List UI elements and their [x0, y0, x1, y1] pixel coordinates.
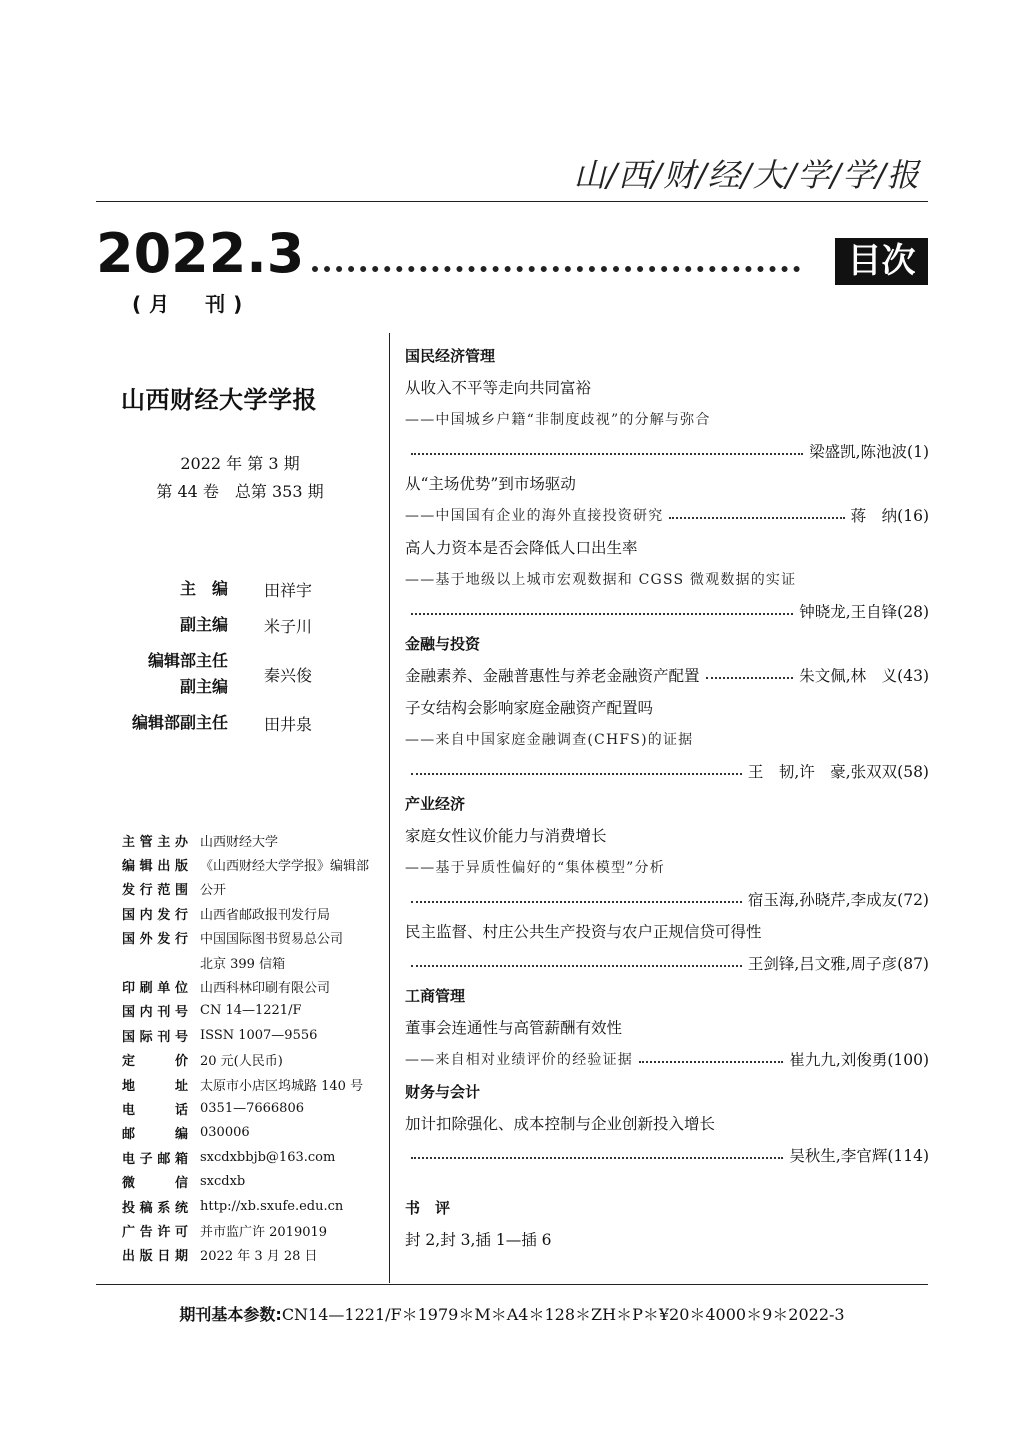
book-review-pages: 封 2,封 3,插 1—插 6	[405, 1231, 552, 1249]
article-byline	[405, 660, 929, 692]
article-subtitle: ——来自中国家庭金融调查(CHFS)的证据	[405, 732, 694, 748]
article-byline	[405, 1140, 929, 1172]
info-label: 印刷单位	[122, 981, 188, 997]
issue-info	[140, 450, 340, 506]
dot-leader	[411, 1157, 783, 1159]
journal-parameters	[0, 1302, 1024, 1325]
info-value: 并市监广许 2019019	[200, 1224, 328, 1240]
info-row	[122, 1072, 387, 1096]
article-authors: 钟晓龙,王自锋(28)	[799, 603, 929, 621]
editor-name: 米子川	[264, 616, 313, 636]
info-label: 国内刊号	[122, 1005, 188, 1021]
editor-name: 田井泉	[264, 714, 313, 734]
section-title: 书 评	[405, 1199, 451, 1217]
article-byline	[405, 500, 929, 532]
info-value: 030006	[200, 1125, 250, 1141]
info-row	[122, 1121, 387, 1145]
editor-name: 田祥宇	[264, 580, 313, 600]
info-label: 电子邮箱	[122, 1151, 188, 1167]
bottom-rule	[96, 1284, 928, 1285]
info-label: 定价	[122, 1054, 188, 1070]
info-label: 发行范围	[122, 883, 188, 899]
article-authors: 王 韧,许 豪,张双双(58)	[747, 763, 929, 781]
info-label: 国际刊号	[122, 1029, 188, 1045]
info-value: 山西科林印刷有限公司	[200, 981, 331, 997]
params-label: 期刊基本参数:	[179, 1305, 282, 1324]
issue-line: 2022 年 第 3 期	[180, 454, 300, 473]
dot-leader	[411, 901, 742, 903]
info-value: 山西财经大学	[200, 834, 279, 850]
article-title[interactable]: 高人力资本是否会降低人口出生率	[405, 539, 638, 557]
info-value: ISSN 1007—9556	[200, 1027, 318, 1043]
editors-list	[110, 576, 380, 746]
editor-role: 编辑部主任 副主编	[147, 651, 228, 696]
info-value: 《山西财经大学学报》编辑部	[200, 859, 370, 875]
article-title[interactable]: 子女结构会影响家庭金融资产配置吗	[405, 699, 654, 717]
header-dotted-leader	[312, 266, 800, 272]
article-title[interactable]: 从收入不平等走向共同富裕	[405, 379, 592, 397]
publication-info	[122, 828, 387, 1267]
section-title: 金融与投资	[405, 635, 481, 653]
frequency: (月 刊)	[132, 292, 251, 316]
info-row	[122, 1169, 387, 1193]
info-label: 主管主办	[122, 834, 188, 850]
section-title: 财务与会计	[405, 1083, 481, 1101]
dot-leader	[706, 677, 794, 679]
section-title: 工商管理	[405, 987, 466, 1005]
article-byline	[405, 596, 929, 628]
params-value: CN14—1221/F＊1979＊M＊A4＊128＊ZH＊P＊¥20＊4000＊9＊2022-3	[281, 1305, 845, 1324]
dot-leader	[411, 773, 742, 775]
info-value: sxcdxb	[200, 1174, 246, 1190]
article-byline	[405, 756, 929, 788]
info-label: 微信	[122, 1176, 188, 1192]
info-row	[122, 901, 387, 925]
info-value: http://xb.sxufe.edu.cn	[200, 1198, 344, 1214]
info-row	[122, 1096, 387, 1120]
column-divider	[389, 333, 390, 1283]
info-row	[122, 974, 387, 998]
editor-role: 主 编	[179, 579, 228, 598]
info-row	[122, 1048, 387, 1072]
section-gap	[405, 1172, 929, 1192]
editor-role: 编辑部副主任	[131, 713, 228, 732]
info-label: 电话	[122, 1102, 188, 1118]
info-row	[122, 999, 387, 1023]
info-value: 20 元(人民币)	[200, 1054, 283, 1070]
article-title[interactable]: 加计扣除强化、成本控制与企业创新投入增长	[405, 1115, 716, 1133]
info-row	[122, 926, 387, 950]
info-row	[122, 828, 387, 852]
article-title[interactable]: 从“主场优势”到市场驱动	[405, 475, 576, 493]
info-row	[122, 1145, 387, 1169]
info-value: sxcdxbbjb@163.com	[200, 1149, 336, 1165]
article-title[interactable]: 金融素养、金融普惠性与养老金融资产配置	[405, 667, 700, 685]
table-of-contents	[405, 340, 929, 1256]
toc-badge: 目次	[835, 238, 928, 285]
article-subtitle: ——基于地级以上城市宏观数据和 CGSS 微观数据的实证	[405, 572, 797, 588]
article-authors: 崔九九,刘俊勇(100)	[789, 1051, 929, 1069]
info-label: 出版日期	[122, 1249, 188, 1265]
article-title[interactable]: 民主监督、村庄公共生产投资与农户正规信贷可得性	[405, 923, 762, 941]
info-row	[122, 1218, 387, 1242]
info-value: 中国国际图书贸易总公司	[200, 932, 344, 948]
dot-leader	[411, 613, 793, 615]
editor-row	[110, 612, 380, 638]
info-row	[122, 877, 387, 901]
article-authors: 梁盛凯,陈池波(1)	[809, 443, 929, 461]
dot-leader	[411, 453, 803, 455]
editor-row	[110, 710, 380, 736]
article-title[interactable]: 董事会连通性与高管薪酬有效性	[405, 1019, 623, 1037]
info-label: 邮编	[122, 1127, 188, 1143]
info-value: 山西省邮政报刊发行局	[200, 907, 331, 923]
info-value: 太原市小店区坞城路 140 号	[200, 1078, 364, 1094]
issue-number: 2022.3	[96, 222, 305, 285]
article-subtitle: ——来自相对业绩评价的经验证据	[405, 1052, 633, 1068]
section-title: 产业经济	[405, 795, 466, 813]
article-subtitle: ——基于异质性偏好的“集体模型”分析	[405, 860, 665, 876]
article-authors: 吴秋生,李官辉(114)	[789, 1147, 929, 1165]
dot-leader	[669, 517, 844, 519]
article-title[interactable]: 家庭女性议价能力与消费增长	[405, 827, 607, 845]
article-authors: 朱文佩,林 义(43)	[799, 667, 929, 685]
article-authors: 宿玉海,孙晓芹,李成友(72)	[747, 891, 929, 909]
editor-row	[110, 576, 380, 602]
article-authors: 王剑锋,吕文雅,周子彦(87)	[747, 955, 929, 973]
info-label: 编辑出版	[122, 859, 188, 875]
info-value: 北京 399 信箱	[200, 956, 286, 972]
info-label: 地址	[122, 1078, 188, 1094]
info-value: 0351—7666806	[200, 1100, 304, 1116]
info-label: 国内发行	[122, 907, 188, 923]
info-value: 公开	[200, 883, 227, 899]
info-row	[122, 1243, 387, 1267]
article-subtitle: ——中国城乡户籍“非制度歧视”的分解与弥合	[405, 412, 711, 428]
info-row	[122, 852, 387, 876]
info-label: 国外发行	[122, 932, 188, 948]
editor-row	[110, 648, 380, 700]
left-journal-name: 山西财经大学学报	[121, 385, 317, 414]
article-byline	[405, 884, 929, 916]
info-value: 2022 年 3 月 28 日	[200, 1249, 318, 1265]
info-label: 广告许可	[122, 1224, 188, 1240]
editor-role: 副主编	[179, 615, 228, 634]
dot-leader	[639, 1061, 783, 1063]
volume-line: 第 44 卷 总第 353 期	[156, 482, 324, 501]
info-label: 投稿系统	[122, 1200, 188, 1216]
article-byline	[405, 1044, 929, 1076]
top-rule	[96, 201, 928, 202]
info-row	[122, 1023, 387, 1047]
editor-name: 秦兴俊	[264, 665, 313, 685]
info-value: CN 14—1221/F	[200, 1003, 302, 1019]
article-authors: 蒋 纳(16)	[850, 507, 929, 525]
info-row	[122, 1194, 387, 1218]
article-byline	[405, 948, 929, 980]
dot-leader	[411, 965, 742, 967]
journal-title: 山/西/财/经/大/学/学/报	[573, 156, 920, 194]
article-subtitle: ——中国国有企业的海外直接投资研究	[405, 508, 664, 524]
section-title: 国民经济管理	[405, 347, 496, 365]
info-row	[122, 950, 387, 974]
article-byline	[405, 436, 929, 468]
